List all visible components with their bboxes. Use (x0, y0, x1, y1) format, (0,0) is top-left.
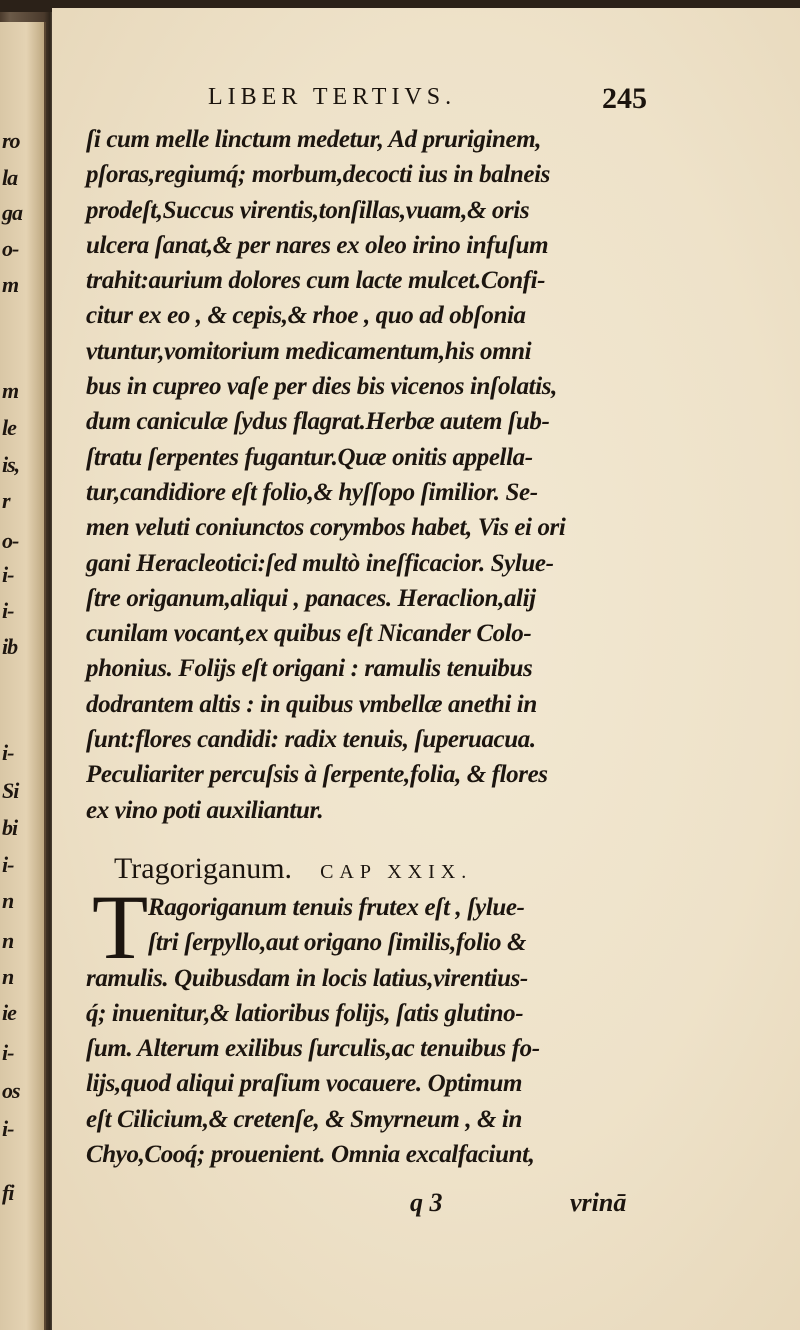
signature-mark: q 3 (410, 1188, 443, 1217)
text-line: dodrantem altis : in quibus vmbellæ anethi in (86, 690, 537, 718)
text-line: ulcera ſanat,& per nares ex oleo irino infuſum (86, 231, 549, 259)
left-page-fragment: os (2, 1078, 20, 1103)
text-line: dum caniculæ ſydus flagrat.Herbæ autem ſub- (86, 408, 550, 436)
left-page-fragment: m (2, 378, 19, 403)
text-line: ſunt:flores candidi: radix tenuis, ſuperuacua. (86, 726, 536, 754)
running-head: LIBER TERTIVS. (208, 84, 457, 110)
left-page-fragment: o- (2, 236, 19, 261)
chapter-text (86, 890, 642, 1172)
text-line: ſum. Alterum exilibus ſurculis,ac tenuibus fo- (86, 1035, 540, 1063)
left-page-fragment: is, (2, 452, 20, 477)
left-page-margin (0, 22, 46, 1330)
left-page-fragment: ie (2, 1000, 16, 1025)
left-page-fragment: ga (2, 200, 22, 225)
text-line: Peculiariter percuſsis à ſerpente,folia, & flores (86, 761, 548, 789)
left-page-fragment: i- (2, 1116, 14, 1141)
text-line: eſt Cilicium,& cretenſe, & Smyrneum , & in (86, 1105, 522, 1133)
text-line: pſoras,regiumq́; morbum,decocti ius in balneis (86, 161, 550, 189)
catchword: vrinā (570, 1188, 627, 1217)
text-line: citur ex eo , & cepis,& rhoe , quo ad obſonia (86, 302, 526, 330)
page-number: 245 (602, 82, 647, 115)
chapter-number: CAP XXIX. (320, 861, 473, 883)
text-line: Chyo,Cooq́; prouenient. Omnia excalfaciunt, (86, 1141, 535, 1169)
body-text (86, 122, 642, 828)
page-header (208, 82, 658, 118)
left-page-fragment: n (2, 888, 14, 913)
chapter-title: Tragoriganum. (114, 852, 293, 885)
text-line: ex vino poti auxiliantur. (86, 796, 324, 824)
text-line: gani Heracleotici:ſed multò ineſficacior. Sylue- (86, 549, 554, 577)
drop-cap: T (92, 876, 149, 978)
left-page-fragment: o- (2, 528, 19, 553)
left-page-fragment: i- (2, 1040, 14, 1065)
text-line: vtuntur,vomitorium medicamentum,his omni (86, 337, 532, 365)
text-line: lijs,quod aliqui praſium vocauere. Optimum (86, 1070, 523, 1098)
left-page-fragment: m (2, 272, 19, 297)
text-line: ſtratu ſerpentes fugantur.Quæ onitis appella- (86, 443, 533, 471)
left-page-fragment: la (2, 165, 18, 190)
left-page-fragment: bi (2, 815, 18, 840)
text-line: Ragoriganum tenuis frutex eſt , ſylue- (148, 894, 525, 921)
text-line: bus in cupreo vaſe per dies bis vicenos inſolatis, (86, 373, 557, 401)
text-line: ſtre origanum,aliqui , panaces. Heraclion,alij (86, 584, 536, 612)
text-line: ſtri ſerpyllo,aut origano ſimilis,folio & (148, 929, 527, 957)
text-line: cunilam vocant,ex quibus eſt Nicander Colo- (86, 620, 532, 648)
text-line: ſi cum melle linctum medetur, Ad pruriginem, (86, 126, 542, 153)
left-page-fragment: ro (2, 128, 20, 153)
left-page-fragment: i- (2, 562, 14, 587)
left-page-fragment: i- (2, 740, 14, 765)
left-page-fragment: i- (2, 598, 14, 623)
left-page-fragment: n (2, 928, 14, 953)
left-page-fragment: n (2, 964, 14, 989)
left-page-fragment: fi (2, 1180, 14, 1205)
left-page-fragment: Si (2, 778, 19, 803)
text-line: trahit:aurium dolores cum lacte mulcet.Confi- (86, 267, 546, 295)
text-line: men veluti coniunctos corymbos habet, Vis ei ori (86, 514, 566, 542)
text-line: tur,candidiore eſt folio,& hyſſopo ſimilior. Se- (86, 478, 538, 506)
text-line: phonius. Folijs eſt origani : ramulis tenuibus (86, 655, 533, 683)
text-line: q́; inuenitur,& latioribus folijs, ſatis glutino- (86, 999, 524, 1027)
left-page-fragment: ib (2, 634, 18, 659)
text-line: prodeſt,Succus virentis,tonſillas,vuam,& oris (86, 196, 530, 224)
left-page-fragment: r (2, 488, 10, 513)
left-page-fragment: le (2, 415, 16, 440)
chapter-heading (114, 852, 472, 892)
left-page-fragment: i- (2, 852, 14, 877)
text-line: ramulis. Quibusdam in locis latius,virentius- (86, 964, 528, 992)
